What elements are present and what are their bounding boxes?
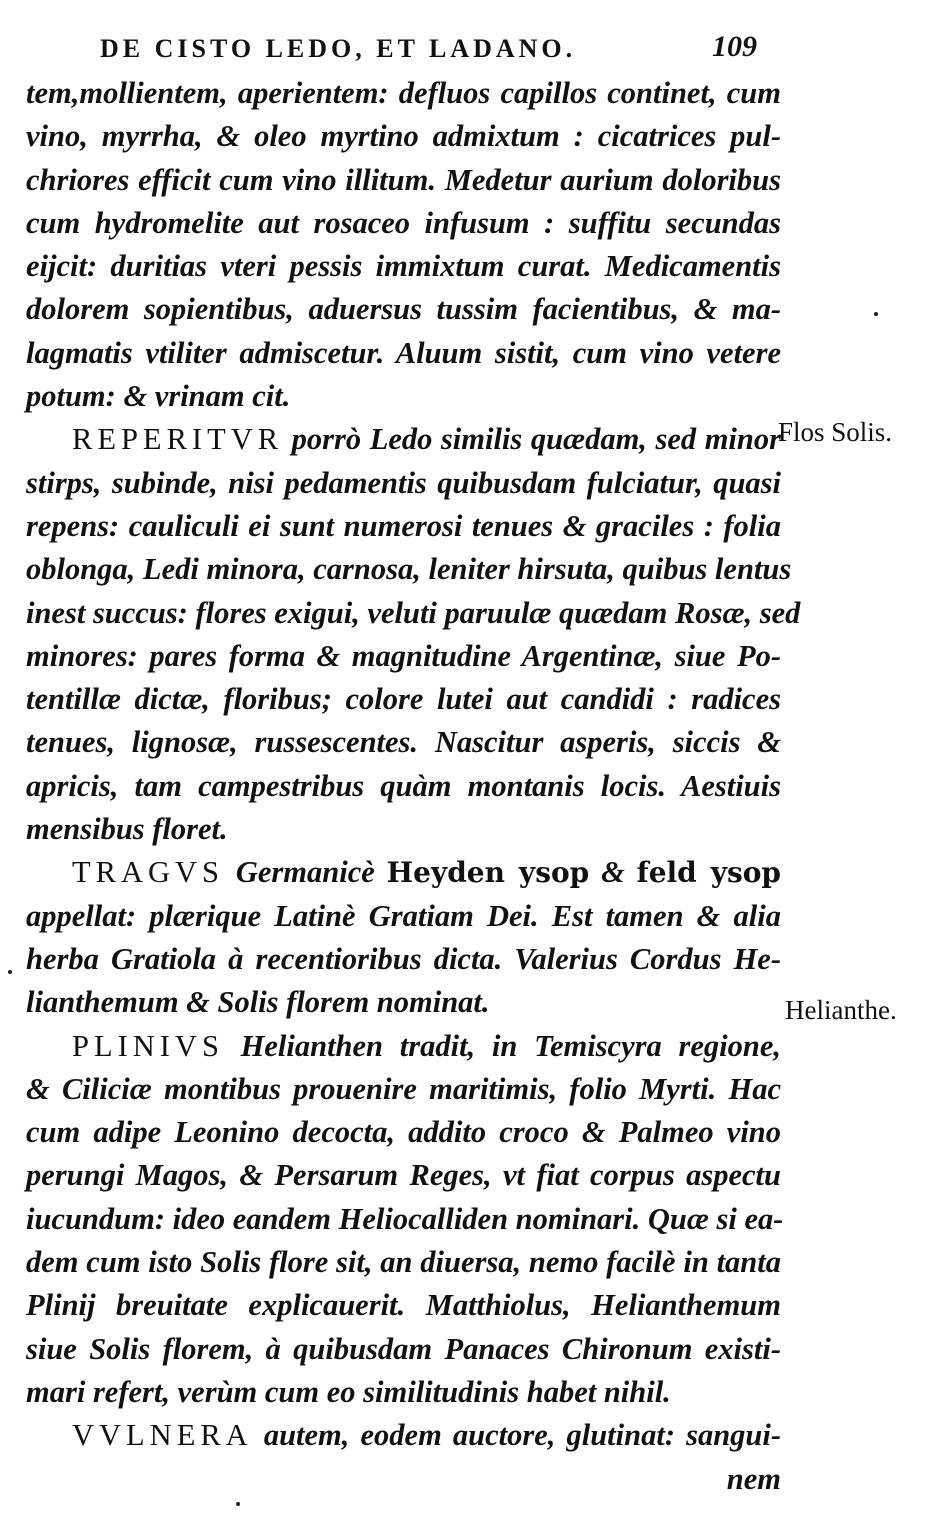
text-run: porrò Ledo similis quædam, sed minor [283,422,781,457]
text-line: apricis, tam campestribus quàm montanis locis. Aestiuis [26,768,781,803]
text-line: Plinij breuitate explicauerit. Matthiolus, Helianthemum [26,1288,781,1323]
paragraph-start-line [26,1414,781,1457]
text-line: lagmatis vtiliter admiscetur. Aluum sistit, cum vino vetere [26,335,781,370]
text-line: mensibus floret. [26,812,228,847]
text-line: potum: & vrinam cit. [26,379,291,414]
text-run: & [589,855,637,890]
text-line: inest succus: flores exigui, veluti paruulæ quædam Rosæ, sed [26,595,801,630]
paragraph-start-line [26,851,781,894]
text-line: siue Solis florem, à quibusdam Panaces Chironum existi- [26,1331,781,1366]
running-title: DE CISTO LEDO, ET LADANO. [100,34,577,63]
paragraph-start-line [26,1025,781,1068]
ink-speck [236,1502,240,1506]
margin-note-flos-solis: Flos Solis. [778,417,893,447]
text-line: cum hydromelite aut rosaceo infusum : suffitu secundas [26,205,781,240]
text-line: minores: pares forma & magnitudine Argentinæ, siue Po- [26,638,781,673]
text-line: & Ciliciæ montibus prouenire maritimis, folio Myrti. Hac [26,1071,781,1106]
text-run: autem, eodem auctore, glutinat: sangui- [252,1418,781,1453]
ink-speck [874,312,878,316]
text-line: tem,mollientem, aperientem: defluos capillos continet, cum [26,76,781,110]
text-line: repens: cauliculi ei sunt numerosi tenues & graciles : folia [26,508,781,543]
body-text [26,72,801,1501]
text-line: eijcit: duritias vteri pessis immixtum curat. Medicamentis [26,249,781,284]
text-line: appellat: plærique Latinè Gratiam Dei. Est tamen & alia [26,898,781,933]
text-line: cum adipe Leonino decocta, addito croco & Palmeo vino [26,1115,781,1150]
blackletter-run: Heyden ysop [386,856,590,890]
blackletter-run: feld ysop [636,856,781,890]
small-caps-lead: TRAGVS [72,855,225,890]
text-line: lianthemum & Solis florem nominat. [26,985,490,1020]
small-caps-lead: PLINIVS [72,1028,224,1063]
margin-note-helianthe: Helianthe. [785,995,897,1025]
text-line: dolorem sopientibus, aduersus tussim facientibus, & ma- [26,292,781,327]
text-line: herba Gratiola à recentioribus dicta. Valerius Cordus He- [26,941,781,976]
text-run: Germanicè [224,855,387,890]
catchword: nem [726,1461,781,1496]
text-line: iucundum: ideo eandem Heliocalliden nominari. Quæ si ea- [26,1201,784,1236]
text-line: vino, myrrha, & oleo myrtino admixtum : cicatrices pul- [26,119,781,154]
text-line: dem cum isto Solis flore sit, an diuersa, nemo facilè in tanta [26,1245,781,1280]
small-caps-lead: REPERITVR [72,422,284,457]
ink-speck [8,970,12,974]
text-line: oblonga, Ledi minora, carnosa, leniter hirsuta, quibus lentus [26,552,792,587]
small-caps-lead: VVLNERA [72,1418,253,1453]
text-line: perungi Magos, & Persarum Reges, vt fiat corpus aspectu [26,1158,781,1193]
text-line: mari refert, verùm cum eo similitudinis habet nihil. [26,1374,671,1409]
text-line: chriores efficit cum vino illitum. Medetur aurium doloribus [26,162,781,197]
text-line: tentillæ dictæ, floribus; colore lutei aut candidi : radices [26,682,781,717]
text-line: stirps, subinde, nisi pedamentis quibusdam fulciatur, quasi [26,465,781,500]
text-run: Helianthen tradit, in Temiscyra regione, [223,1028,781,1063]
paragraph-start-line [26,418,781,461]
page-number: 109 [712,30,757,63]
text-line: tenues, lignosæ, russescentes. Nascitur asperis, siccis & [26,725,781,760]
